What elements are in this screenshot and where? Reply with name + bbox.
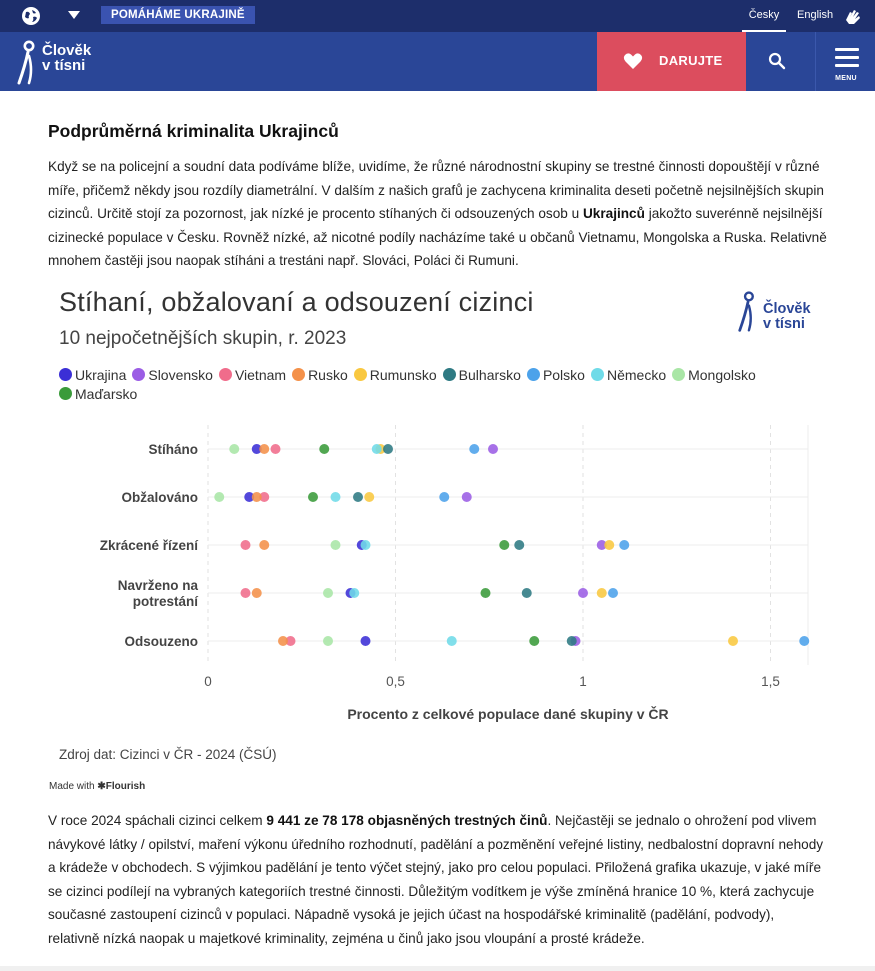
lang-english-link[interactable]: English [797, 9, 834, 21]
legend-swatch [59, 368, 72, 381]
x-tick-label: 1,5 [761, 674, 780, 689]
donate-label: DARUJTE [659, 53, 723, 68]
chart-logo-figure-icon [737, 290, 759, 334]
chart-logo [737, 290, 827, 334]
legend-item [354, 366, 437, 385]
data-point [578, 588, 588, 598]
legend-swatch [527, 368, 540, 381]
data-point [271, 444, 281, 454]
data-point [499, 540, 509, 550]
made-with-text: Made with [49, 781, 98, 792]
section-heading: Podprůměrná kriminalita Ukrajinců [48, 121, 339, 141]
site-header [0, 32, 875, 91]
legend-swatch [132, 368, 145, 381]
logo-figure-icon [16, 40, 40, 86]
legend-label: Slovensko [148, 367, 213, 383]
data-point [361, 636, 371, 646]
dot-plot-chart [0, 415, 875, 735]
legend-swatch [292, 368, 305, 381]
legend-item [672, 366, 756, 385]
data-point [488, 444, 498, 454]
category-label: Stíháno [148, 442, 198, 457]
data-point [323, 588, 333, 598]
x-axis-label: Procento z celkové populace dané skupiny v ČR [347, 706, 669, 722]
chart-subtitle: 10 nejpočetnějších skupin, r. 2023 [59, 328, 347, 349]
sign-language-icon[interactable] [843, 6, 863, 26]
data-point [331, 540, 341, 550]
data-point [319, 444, 329, 454]
menu-label: MENU [835, 75, 857, 82]
data-point [229, 444, 239, 454]
menu-button[interactable] [815, 32, 875, 91]
legend-item [591, 366, 666, 385]
data-point [349, 588, 359, 598]
search-icon [768, 52, 786, 70]
legend-label: Polsko [542, 367, 585, 383]
data-point [252, 492, 262, 502]
data-point [383, 444, 393, 454]
data-point [597, 588, 607, 598]
search-button[interactable] [746, 32, 807, 91]
category-label: Zkrácené řízení [99, 538, 198, 553]
p2-text-a: V roce 2024 spáchali cizinci celkem [48, 813, 267, 828]
logo-text [42, 43, 91, 73]
made-with-flourish-link[interactable] [49, 781, 145, 792]
chevron-down-icon[interactable] [68, 11, 80, 19]
data-point [604, 540, 614, 550]
legend-label: Maďarsko [75, 386, 138, 402]
legend-label: Rusko [308, 367, 348, 383]
data-point [323, 636, 333, 646]
legend-label: Vietnam [234, 367, 287, 383]
data-point [608, 588, 618, 598]
heart-icon [623, 52, 643, 70]
chart-logo-text [763, 302, 811, 332]
category-label: Obžalováno [121, 490, 198, 505]
data-point [469, 444, 479, 454]
data-point [331, 492, 341, 502]
page-bottom-divider [0, 966, 875, 971]
legend-label: Mongolsko [688, 367, 756, 383]
legend-item [59, 366, 126, 385]
x-tick-label: 0 [204, 674, 212, 689]
data-point [447, 636, 457, 646]
legend-item [219, 366, 286, 385]
chart-logo-line2: v tísni [763, 316, 805, 332]
stats-paragraph [48, 809, 828, 950]
legend-swatch [354, 368, 367, 381]
p2-bold: 9 441 ze 78 178 objasněných trestných činů [266, 813, 548, 828]
category-label: potrestání [132, 594, 198, 609]
data-point [353, 492, 363, 502]
globe-icon[interactable] [22, 7, 40, 25]
data-point [259, 444, 269, 454]
data-point [259, 540, 269, 550]
lang-czech-link[interactable]: Česky [742, 0, 786, 32]
logo-line1: Člověk [42, 42, 92, 59]
flourish-brand: ✱Flourish [97, 781, 146, 792]
p1-text-a: Když se na policejní a soudní data podíváme blíže, uvidíme, že různé národnostní skupiny se trestné činnosti dopouštějí v různé míře, přičemž někdy jsou rozdíly diametrální. V dalším z našich grafů je zachycena kriminalita deseti početně nejsilnějších skupin cizinců. Určitě stojí za pozornost, jak nízké je procento stíhaných či odsouzených osob u [48, 159, 824, 221]
chart-logo-line1: Člověk [763, 301, 811, 317]
top-bar [0, 0, 875, 32]
legend-label: Rumunsko [369, 367, 437, 383]
data-point [481, 588, 491, 598]
legend-item [443, 366, 521, 385]
data-point [529, 636, 539, 646]
data-point [372, 444, 382, 454]
category-label: Odsouzeno [124, 634, 198, 649]
legend-swatch [591, 368, 604, 381]
legend-label: Německo [606, 367, 667, 383]
intro-paragraph [48, 155, 828, 273]
data-point [241, 540, 251, 550]
x-tick-label: 1 [579, 674, 587, 689]
p1-bold: Ukrajinců [582, 206, 645, 221]
donate-button[interactable] [597, 32, 746, 91]
logo-line2: v tísni [42, 57, 86, 74]
legend-swatch [443, 368, 456, 381]
data-point [308, 492, 318, 502]
data-point [799, 636, 809, 646]
data-source: Zdroj dat: Cizinci v ČR - 2024 (ČSÚ) [59, 747, 277, 762]
legend-item [59, 385, 137, 404]
p1-text-b: jakožto suverénně nejsilnější cizinecké populace v Česku. Rovněž nízké, až nicotné podíly nacházíme také u občanů Vietnamu, Mongolska a Ruska. Relativně mnohem častěji jsou naopak stíháni a trestáni např. Slováci, Poláci či Rumuni. [48, 206, 827, 268]
data-point [361, 540, 371, 550]
legend-swatch [219, 368, 232, 381]
hamburger-icon [835, 48, 859, 72]
x-tick-label: 0,5 [386, 674, 405, 689]
legend-item [132, 366, 213, 385]
data-point [619, 540, 629, 550]
legend-swatch [672, 368, 685, 381]
data-point [514, 540, 524, 550]
data-point [728, 636, 738, 646]
site-logo[interactable] [16, 38, 106, 86]
data-point [364, 492, 374, 502]
data-point [278, 636, 288, 646]
data-point [462, 492, 472, 502]
chart-legend [59, 366, 819, 404]
legend-label: Ukrajina [75, 367, 127, 383]
ukraine-help-link[interactable]: POMÁHÁME UKRAJINĚ [101, 6, 255, 24]
category-label: Navrženo na [117, 578, 198, 593]
data-point [439, 492, 449, 502]
legend-item [527, 366, 585, 385]
data-point [214, 492, 224, 502]
data-point [522, 588, 532, 598]
p2-text-b: . Nejčastěji se jednalo o ohrožení pod vlivem návykové látky / opilství, maření výkonu úředního rozhodnutí, padělání a pozměnění veřejné listiny, nedbalostní dopravní nehody a krádeže v obchodech. S výjimkou padělání je tento výčet stejný, jako pro celou populaci. Přiložená grafika ukazuje, v jaké míře se cizinci podílejí na vybraných kategoriích trestné činnosti. Důležitým vodítkem je výše zmíněná hranice 10 %, která zachycuje současné zastoupení cizinců v populaci. Nápadně vysoká je jejich účast na hospodářské kriminalitě (padělání, podvody), relativně nízká naopak u majetkové kriminality, zejména u činů jako jsou vloupání a prosté krádeže. [48, 813, 824, 946]
data-point [567, 636, 577, 646]
data-point [252, 588, 262, 598]
legend-label: Bulharsko [458, 367, 521, 383]
chart-title: Stíhaní, obžalovaní a odsouzení cizinci [59, 287, 534, 317]
data-point [241, 588, 251, 598]
legend-swatch [59, 387, 72, 400]
legend-item [292, 366, 348, 385]
